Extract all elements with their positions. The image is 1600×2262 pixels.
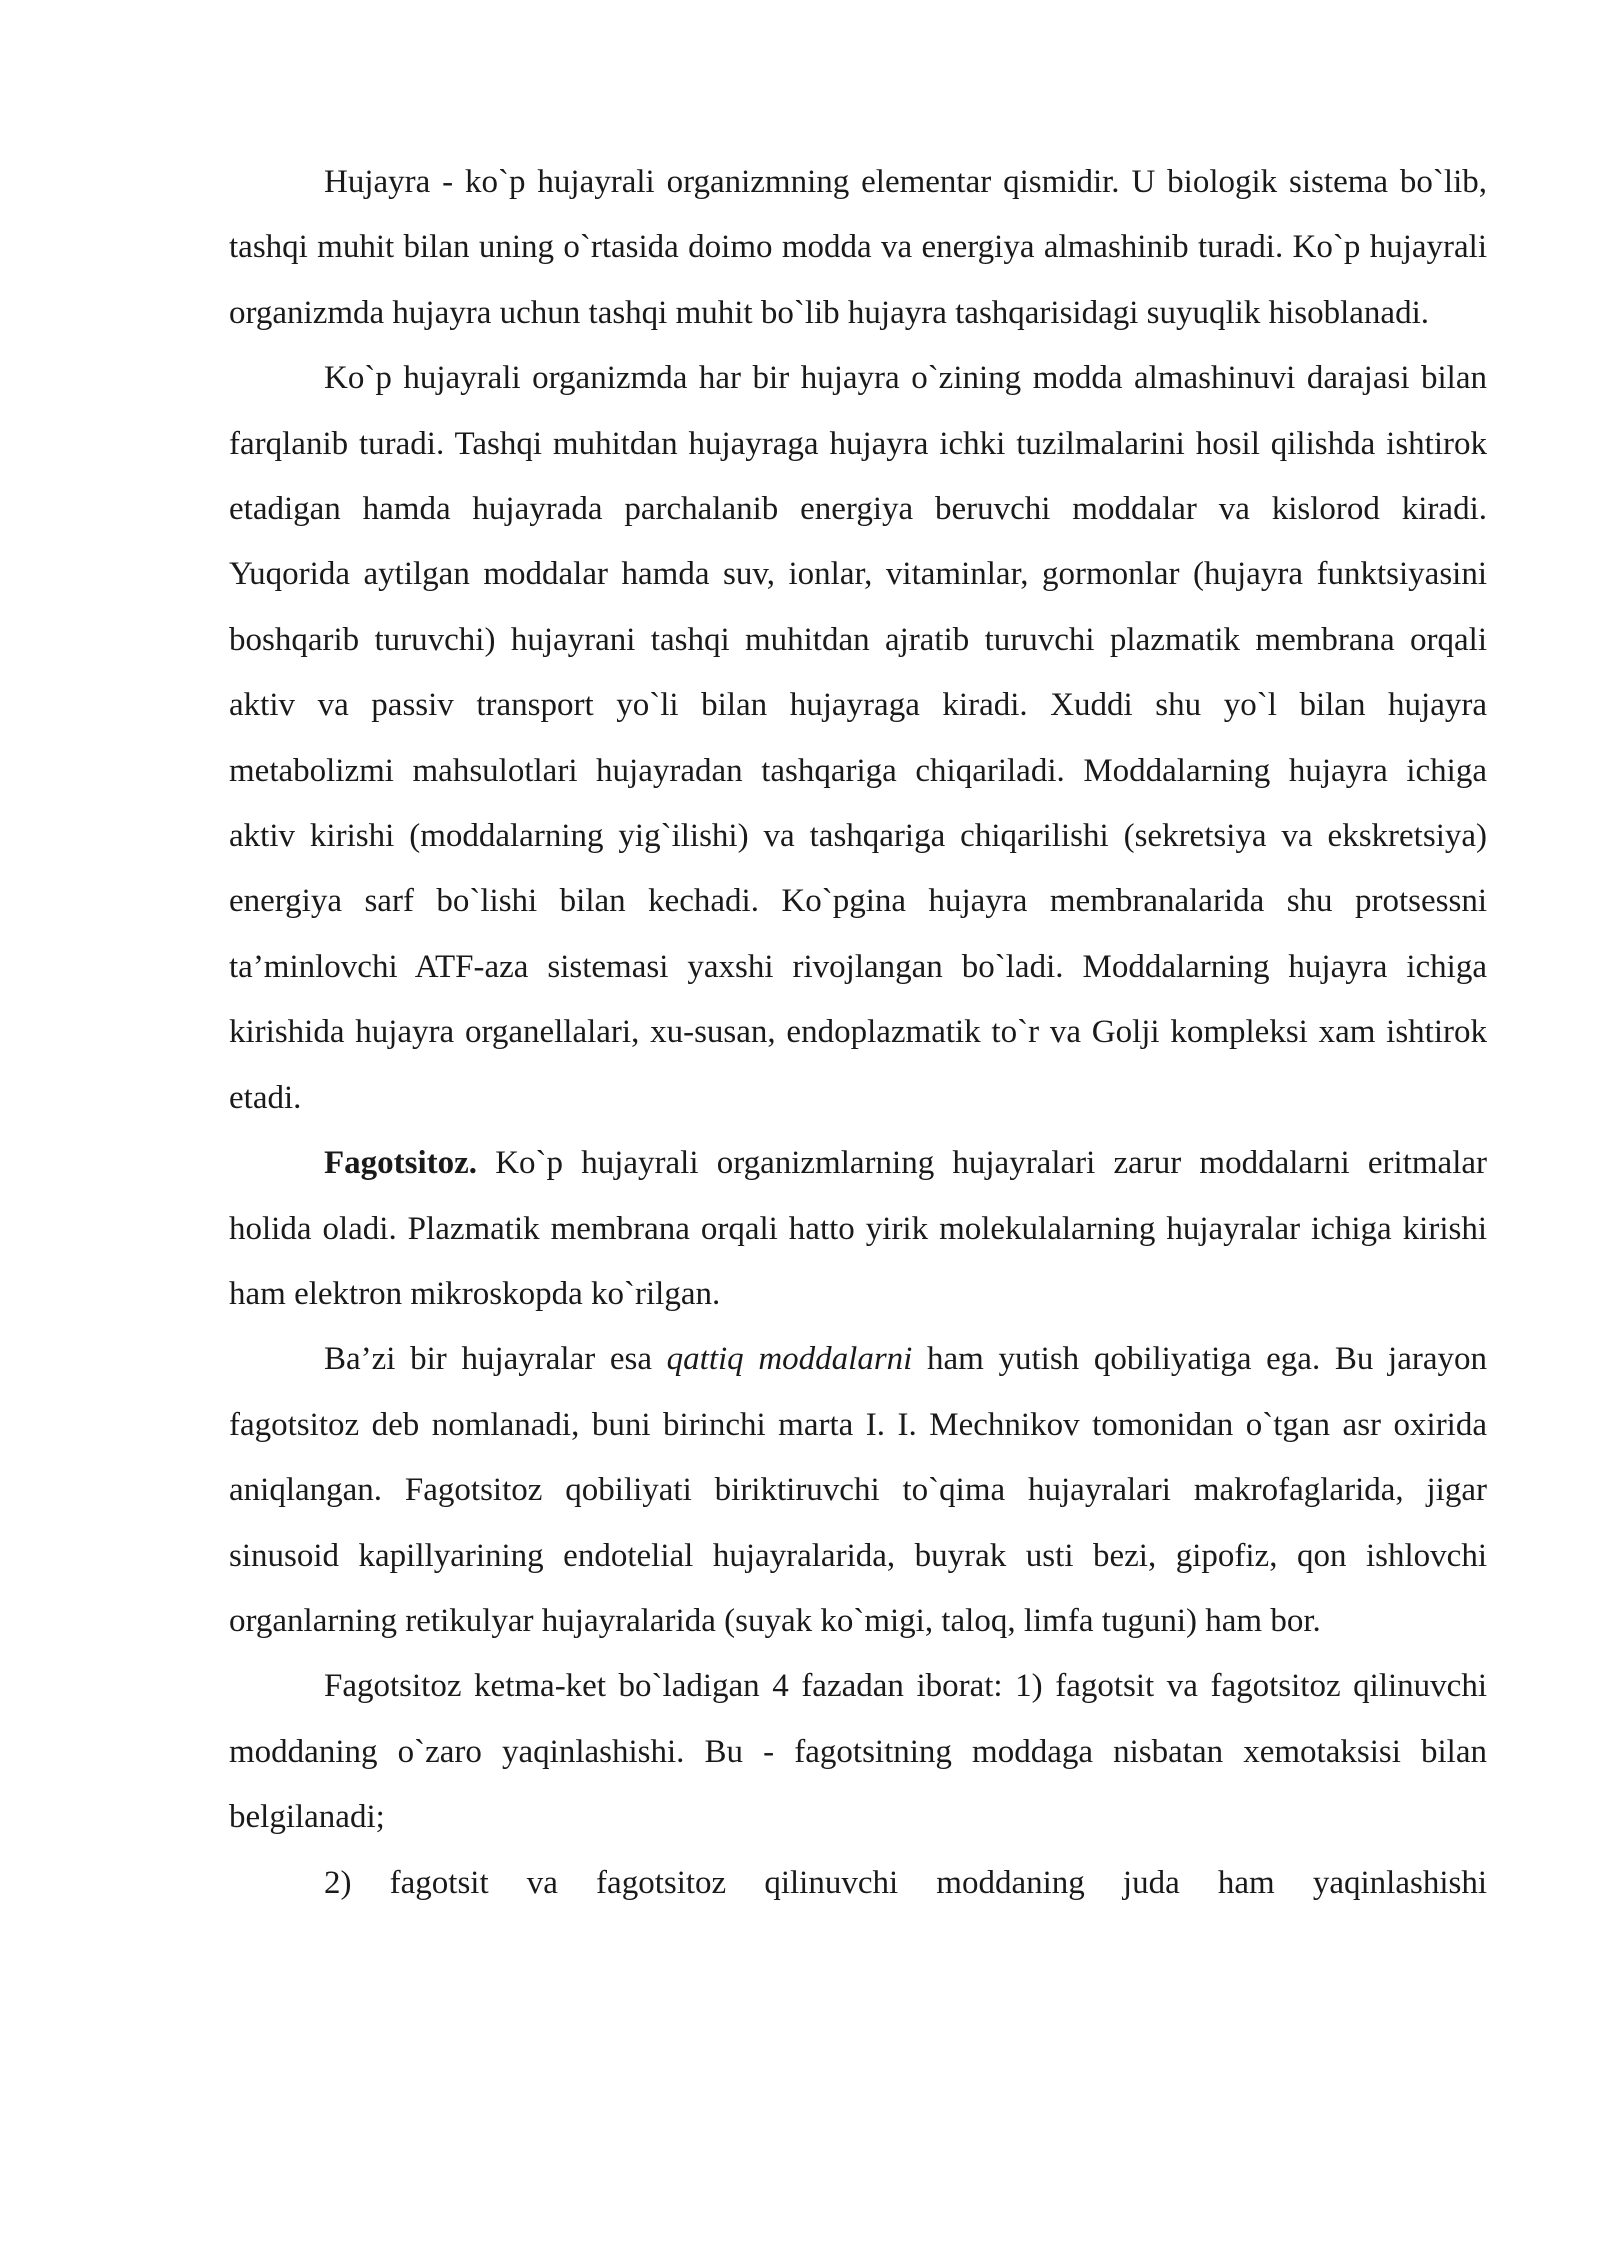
document-body: [229, 150, 1487, 1916]
paragraph-1: Hujayra - ko`p hujayrali organizmning elementar qismidir. U biologik sistema bo`lib, tashqi muhit bilan uning o`rtasida doimo modda va energiya almashinib turadi. Ko`p hujayrali organizmda hujayra uchun tashqi muhit bo`lib hujayra tashqarisidagi suyuqlik hisoblanadi.: [229, 164, 1487, 331]
paragraph-5: Fagotsitoz ketma-ket bo`ladigan 4 fazadan iborat: 1) fagotsit va fagotsitoz qilinuvchi moddaning o`zaro yaqinlashishi. Bu - fagotsitning moddaga nisbatan xemotaksisi bilan belgilanadi;: [229, 1668, 1487, 1836]
paragraph-2: Ko`p hujayrali organizmda har bir hujayra o`zining modda almashinuvi darajasi bilan farqlanib turadi. Tashqi muhitdan hujayraga hujayra ichki tuzilmalarini hosil qilishda ishtirok etadigan hamda hujayrada parchalanib energiya beruvchi moddalar va kislorod kiradi. Yuqorida aytilgan moddalar hamda suv, ionlar, vitaminlar, gormonlar (hujayra funktsiyasini boshqarib turuvchi) hujayrani tashqi muhitdan ajratib turuvchi plazmatik membrana orqali aktiv va passiv transport yo`li bilan hujayraga kiradi. Xuddi shu yo`l bilan hujayra metabolizmi mahsulotlari hujayradan tashqariga chiqariladi. Moddalarning hujayra ichiga aktiv kirishi (moddalarning yig`ilishi) va tashqariga chiqarilishi (sekretsiya va ekskretsiya) energiya sarf bo`lishi bilan kechadi. Ko`pgina hujayra membranalarida shu protsessni ta’minlovchi ATF-aza sistemasi yaxshi rivojlangan bo`ladi. Moddalarning hujayra ichiga kirishida hujayra organellalari, xu-susan, endoplazmatik to`r va Golji kompleksi xam ishtirok etadi.: [229, 360, 1487, 1116]
paragraph-4-text-end: ham yutish qobiliyatiga ega. Bu jarayon fagotsitoz deb nomlanadi, buni birinchi marta I. I. Mechnikov tomonidan o`tgan asr oxirida aniqlangan. Fagotsitoz qobiliyati biriktiruvchi to`qima hujayralari makrofaglarida, jigar sinusoid kapillyarining endotelial hujayralarida, buyrak usti bezi, gipofiz, qon ishlovchi organlarning retikulyar hujayralarida (suyak ko`migi, taloq, limfa tuguni) ham bor.: [229, 1341, 1487, 1639]
paragraph-4: [229, 1327, 1487, 1654]
paragraph-3-text: Ko`p hujayrali organizmlarning hujayralari zarur moddalarni eritmalar holida oladi. Plazmatik membrana orqali hatto yirik molekulalarning hujayralar ichiga kirishi ham elektron mikroskopda ko`rilgan.: [229, 1145, 1487, 1312]
paragraph-6: 2) fagotsit va fagotsitoz qilinuvchi moddaning juda ham yaqinlashishi: [324, 1864, 1487, 1901]
paragraph-3: [229, 1131, 1487, 1327]
paragraph-4-text-start: Ba’zi bir hujayralar esa: [324, 1341, 667, 1378]
section-heading-fagotsitoz: Fagotsitoz.: [324, 1145, 478, 1182]
italic-term: qattiq moddalarni: [666, 1341, 913, 1378]
